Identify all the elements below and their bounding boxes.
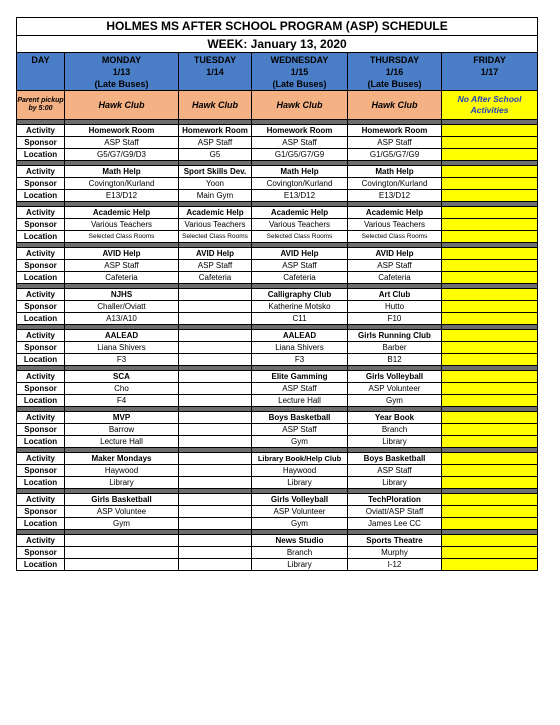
location-cell: Library xyxy=(252,477,348,489)
activity-cell: Girls Running Club xyxy=(348,330,442,342)
sponsor-cell: ASP Voluntee xyxy=(65,506,179,518)
sponsor-row xyxy=(17,383,538,395)
sponsor-cell: Barber xyxy=(348,342,442,354)
activity-cell: Academic Help xyxy=(65,207,179,219)
day-note: (Late Buses) xyxy=(272,79,327,89)
activity-row xyxy=(17,371,538,383)
location-cell: Gym xyxy=(65,518,179,530)
location-cell: Library xyxy=(348,436,442,448)
sponsor-cell: ASP Volunteer xyxy=(348,383,442,395)
activity-row xyxy=(17,535,538,547)
day-header-row xyxy=(17,53,538,91)
pickup-friday: No After School Activities xyxy=(442,91,538,120)
activity-cell: Boys Basketball xyxy=(252,412,348,424)
sponsor-cell: Liana Shivers xyxy=(65,342,179,354)
activity-label: Activity xyxy=(17,330,65,342)
friday-cell xyxy=(442,518,538,530)
activity-cell: AVID Help xyxy=(65,248,179,260)
activity-row xyxy=(17,494,538,506)
location-cell: E13/D12 xyxy=(348,190,442,202)
friday-cell xyxy=(442,424,538,436)
activity-label: Activity xyxy=(17,453,65,465)
location-row xyxy=(17,559,538,571)
sponsor-cell: ASP Staff xyxy=(65,137,179,149)
location-row xyxy=(17,518,538,530)
activity-cell xyxy=(179,535,252,547)
activity-cell xyxy=(179,453,252,465)
location-label: Location xyxy=(17,477,65,489)
sponsor-cell: Challer/Oviatt xyxy=(65,301,179,313)
activity-cell xyxy=(179,289,252,301)
sponsor-row xyxy=(17,178,538,190)
friday-cell xyxy=(442,395,538,407)
location-cell: G5/G7/G9/D3 xyxy=(65,149,179,161)
location-cell: Cafeteria xyxy=(65,272,179,284)
activity-row xyxy=(17,453,538,465)
location-cell: Selected Class Rooms xyxy=(179,231,252,243)
sponsor-cell: Barrow xyxy=(65,424,179,436)
friday-cell xyxy=(442,313,538,325)
location-cell: Gym xyxy=(348,395,442,407)
friday-cell xyxy=(442,190,538,202)
location-cell: G1/G5/G7/G9 xyxy=(348,149,442,161)
activity-label: Activity xyxy=(17,494,65,506)
location-cell: Selected Class Rooms xyxy=(252,231,348,243)
title-row xyxy=(17,18,538,36)
pickup-monday: Hawk Club xyxy=(65,91,179,120)
friday-cell xyxy=(442,219,538,231)
activity-cell xyxy=(179,330,252,342)
sponsor-cell: ASP Staff xyxy=(252,137,348,149)
sponsor-cell: Covington/Kurland xyxy=(348,178,442,190)
sponsor-cell xyxy=(179,506,252,518)
location-label: Location xyxy=(17,313,65,325)
location-label: Location xyxy=(17,231,65,243)
activity-label: Activity xyxy=(17,289,65,301)
location-cell: Cafeteria xyxy=(252,272,348,284)
location-cell xyxy=(179,395,252,407)
location-cell: Lecture Hall xyxy=(65,436,179,448)
activity-cell xyxy=(179,412,252,424)
activity-cell: Academic Help xyxy=(252,207,348,219)
location-row xyxy=(17,313,538,325)
location-cell: C11 xyxy=(252,313,348,325)
sponsor-cell: Covington/Kurland xyxy=(65,178,179,190)
location-row xyxy=(17,477,538,489)
activity-cell: Math Help xyxy=(348,166,442,178)
location-row xyxy=(17,395,538,407)
activity-cell: Year Book xyxy=(348,412,442,424)
friday-cell xyxy=(442,272,538,284)
sponsor-label: Sponsor xyxy=(17,383,65,395)
activity-cell xyxy=(179,371,252,383)
sponsor-cell: ASP Staff xyxy=(348,465,442,477)
location-cell xyxy=(179,477,252,489)
sponsor-cell: Liana Shivers xyxy=(252,342,348,354)
day-date: 1/15 xyxy=(290,67,309,77)
friday-cell xyxy=(442,289,538,301)
activity-cell: Elite Gamming xyxy=(252,371,348,383)
location-cell: Gym xyxy=(252,436,348,448)
friday-cell xyxy=(442,260,538,272)
friday-cell xyxy=(442,301,538,313)
activity-cell: MVP xyxy=(65,412,179,424)
location-cell: G5 xyxy=(179,149,252,161)
sponsor-cell xyxy=(179,424,252,436)
sponsor-cell: Murphy xyxy=(348,547,442,559)
location-cell: Library xyxy=(65,477,179,489)
location-cell: Main Gym xyxy=(179,190,252,202)
location-label: Location xyxy=(17,272,65,284)
sponsor-row xyxy=(17,506,538,518)
location-cell: E13/D12 xyxy=(252,190,348,202)
sponsor-cell: Covington/Kurland xyxy=(252,178,348,190)
sponsor-cell: ASP Staff xyxy=(252,424,348,436)
sponsor-cell: Oviatt/ASP Staff xyxy=(348,506,442,518)
friday-cell xyxy=(442,412,538,424)
location-cell: Lecture Hall xyxy=(252,395,348,407)
sponsor-row xyxy=(17,547,538,559)
location-row xyxy=(17,149,538,161)
activity-cell: Boys Basketball xyxy=(348,453,442,465)
week-label: WEEK: January 13, 2020 xyxy=(17,36,538,53)
friday-cell xyxy=(442,178,538,190)
sponsor-cell: ASP Staff xyxy=(252,383,348,395)
activity-cell: AVID Help xyxy=(252,248,348,260)
location-cell: F10 xyxy=(348,313,442,325)
location-cell xyxy=(179,313,252,325)
location-cell: E13/D12 xyxy=(65,190,179,202)
location-cell: Selected Class Rooms xyxy=(65,231,179,243)
sponsor-cell: Branch xyxy=(252,547,348,559)
activity-cell: Girls Volleyball xyxy=(252,494,348,506)
sponsor-cell: ASP Staff xyxy=(65,260,179,272)
friday-cell xyxy=(442,383,538,395)
pickup-row xyxy=(17,91,538,120)
location-cell xyxy=(179,518,252,530)
day-note: (Late Buses) xyxy=(367,79,422,89)
sponsor-cell: ASP Staff xyxy=(179,137,252,149)
activity-row xyxy=(17,125,538,137)
day-header-tuesday xyxy=(179,53,252,91)
activity-cell: Sport Skills Dev. xyxy=(179,166,252,178)
sponsor-label: Sponsor xyxy=(17,219,65,231)
sponsor-cell: Haywood xyxy=(252,465,348,477)
sponsor-label: Sponsor xyxy=(17,424,65,436)
schedule-table xyxy=(16,17,538,571)
activity-cell: SCA xyxy=(65,371,179,383)
friday-cell xyxy=(442,535,538,547)
schedule-title: HOLMES MS AFTER SCHOOL PROGRAM (ASP) SCHEDULE xyxy=(17,18,538,36)
sponsor-row xyxy=(17,219,538,231)
location-row xyxy=(17,272,538,284)
week-row xyxy=(17,36,538,53)
activity-cell: Homework Room xyxy=(179,125,252,137)
sponsor-cell: Branch xyxy=(348,424,442,436)
schedule-body xyxy=(17,18,538,571)
friday-cell xyxy=(442,465,538,477)
activity-cell: Art Club xyxy=(348,289,442,301)
activity-cell: Sports Theatre xyxy=(348,535,442,547)
day-header-monday xyxy=(65,53,179,91)
day-date: 1/16 xyxy=(385,67,404,77)
activity-row xyxy=(17,248,538,260)
sponsor-row xyxy=(17,342,538,354)
activity-cell: Homework Room xyxy=(348,125,442,137)
friday-cell xyxy=(442,149,538,161)
sponsor-label: Sponsor xyxy=(17,137,65,149)
sponsor-cell: Various Teachers xyxy=(348,219,442,231)
day-name: FRIDAY xyxy=(473,55,506,65)
location-cell: B12 xyxy=(348,354,442,366)
friday-cell xyxy=(442,547,538,559)
sponsor-cell xyxy=(179,342,252,354)
location-label: Location xyxy=(17,190,65,202)
day-name: TUESDAY xyxy=(193,55,237,65)
location-label: Location xyxy=(17,518,65,530)
activity-cell: TechPloration xyxy=(348,494,442,506)
day-header-wednesday xyxy=(252,53,348,91)
location-label: Location xyxy=(17,354,65,366)
friday-cell xyxy=(442,166,538,178)
activity-row xyxy=(17,207,538,219)
activity-label: Activity xyxy=(17,412,65,424)
activity-cell: Academic Help xyxy=(348,207,442,219)
location-cell: Cafeteria xyxy=(179,272,252,284)
location-cell: Gym xyxy=(252,518,348,530)
sponsor-cell: ASP Staff xyxy=(348,260,442,272)
location-cell: F4 xyxy=(65,395,179,407)
day-name: THURSDAY xyxy=(369,55,420,65)
activity-row xyxy=(17,330,538,342)
friday-cell xyxy=(442,506,538,518)
activity-cell: AVID Help xyxy=(348,248,442,260)
activity-label: Activity xyxy=(17,248,65,260)
friday-cell xyxy=(442,477,538,489)
sponsor-row xyxy=(17,137,538,149)
day-date: 1/13 xyxy=(112,67,131,77)
location-cell: Library xyxy=(348,477,442,489)
friday-cell xyxy=(442,559,538,571)
location-label: Location xyxy=(17,149,65,161)
day-column-header: DAY xyxy=(17,53,65,91)
activity-cell: Library Book/Help Club xyxy=(252,453,348,465)
activity-label: Activity xyxy=(17,207,65,219)
sponsor-row xyxy=(17,424,538,436)
sponsor-cell xyxy=(179,301,252,313)
activity-cell: Math Help xyxy=(252,166,348,178)
location-cell: F3 xyxy=(65,354,179,366)
sponsor-label: Sponsor xyxy=(17,178,65,190)
location-cell: Library xyxy=(252,559,348,571)
day-name: MONDAY xyxy=(101,55,142,65)
activity-row xyxy=(17,166,538,178)
activity-cell: Academic Help xyxy=(179,207,252,219)
day-date: 1/17 xyxy=(480,67,499,77)
sponsor-cell: Katherine Motsko xyxy=(252,301,348,313)
friday-cell xyxy=(442,494,538,506)
location-label: Location xyxy=(17,436,65,448)
day-header-friday xyxy=(442,53,538,91)
sponsor-label: Sponsor xyxy=(17,547,65,559)
activity-cell xyxy=(179,494,252,506)
sponsor-label: Sponsor xyxy=(17,342,65,354)
location-cell: G1/G5/G7/G9 xyxy=(252,149,348,161)
sponsor-row xyxy=(17,301,538,313)
friday-cell xyxy=(442,231,538,243)
day-header-thursday xyxy=(348,53,442,91)
activity-cell: Math Help xyxy=(65,166,179,178)
sponsor-cell: ASP Staff xyxy=(179,260,252,272)
location-cell: I-12 xyxy=(348,559,442,571)
pickup-label: Parent pickup by 5:00 xyxy=(17,91,65,120)
activity-cell: AVID Help xyxy=(179,248,252,260)
activity-cell xyxy=(65,535,179,547)
friday-cell xyxy=(442,342,538,354)
activity-cell: Homework Room xyxy=(65,125,179,137)
day-name: WEDNESDAY xyxy=(270,55,329,65)
friday-cell xyxy=(442,354,538,366)
sponsor-cell: Haywood xyxy=(65,465,179,477)
sponsor-cell: Various Teachers xyxy=(179,219,252,231)
sponsor-cell: Various Teachers xyxy=(65,219,179,231)
activity-cell: Calligraphy Club xyxy=(252,289,348,301)
pickup-tuesday: Hawk Club xyxy=(179,91,252,120)
location-cell: A13/A10 xyxy=(65,313,179,325)
friday-cell xyxy=(442,330,538,342)
sponsor-label: Sponsor xyxy=(17,506,65,518)
location-cell: James Lee CC xyxy=(348,518,442,530)
activity-label: Activity xyxy=(17,535,65,547)
sponsor-row xyxy=(17,260,538,272)
location-cell xyxy=(179,436,252,448)
activity-cell: Girls Volleyball xyxy=(348,371,442,383)
friday-cell xyxy=(442,248,538,260)
activity-row xyxy=(17,412,538,424)
sponsor-cell: ASP Staff xyxy=(252,260,348,272)
sponsor-cell: Cho xyxy=(65,383,179,395)
location-cell: Selected Class Rooms xyxy=(348,231,442,243)
friday-cell xyxy=(442,371,538,383)
sponsor-cell xyxy=(179,547,252,559)
activity-label: Activity xyxy=(17,166,65,178)
pickup-wednesday: Hawk Club xyxy=(252,91,348,120)
location-cell xyxy=(179,559,252,571)
sponsor-label: Sponsor xyxy=(17,260,65,272)
pickup-thursday: Hawk Club xyxy=(348,91,442,120)
sponsor-label: Sponsor xyxy=(17,301,65,313)
sponsor-cell: ASP Staff xyxy=(348,137,442,149)
friday-cell xyxy=(442,453,538,465)
activity-cell: News Studio xyxy=(252,535,348,547)
sponsor-cell xyxy=(179,383,252,395)
location-cell xyxy=(179,354,252,366)
activity-label: Activity xyxy=(17,125,65,137)
location-row xyxy=(17,190,538,202)
sponsor-cell: Yoon xyxy=(179,178,252,190)
activity-cell: AALEAD xyxy=(65,330,179,342)
activity-cell: NJHS xyxy=(65,289,179,301)
location-label: Location xyxy=(17,559,65,571)
activity-cell: Maker Mondays xyxy=(65,453,179,465)
location-row xyxy=(17,436,538,448)
sponsor-cell: Hutto xyxy=(348,301,442,313)
sponsor-row xyxy=(17,465,538,477)
sponsor-cell: ASP Volunteer xyxy=(252,506,348,518)
sponsor-label: Sponsor xyxy=(17,465,65,477)
location-cell: F3 xyxy=(252,354,348,366)
activity-cell: Girls Basketball xyxy=(65,494,179,506)
sponsor-cell xyxy=(179,465,252,477)
sponsor-cell xyxy=(65,547,179,559)
day-note: (Late Buses) xyxy=(94,79,149,89)
friday-cell xyxy=(442,125,538,137)
friday-cell xyxy=(442,137,538,149)
location-row xyxy=(17,231,538,243)
location-label: Location xyxy=(17,395,65,407)
activity-cell: AALEAD xyxy=(252,330,348,342)
activity-cell: Homework Room xyxy=(252,125,348,137)
location-cell: Cafeteria xyxy=(348,272,442,284)
sponsor-cell: Various Teachers xyxy=(252,219,348,231)
activity-label: Activity xyxy=(17,371,65,383)
location-cell xyxy=(65,559,179,571)
day-date: 1/14 xyxy=(206,67,224,77)
location-row xyxy=(17,354,538,366)
activity-row xyxy=(17,289,538,301)
friday-cell xyxy=(442,207,538,219)
friday-cell xyxy=(442,436,538,448)
